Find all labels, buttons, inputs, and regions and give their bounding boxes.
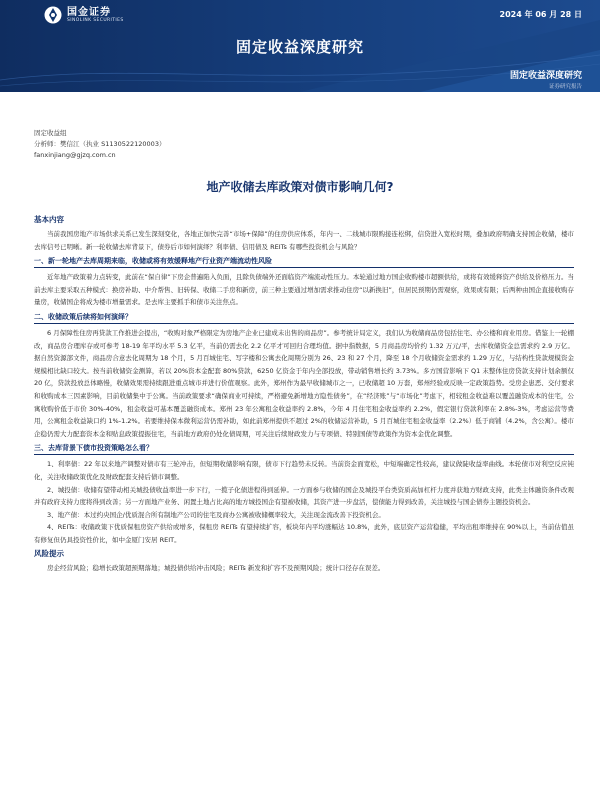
section-2-paragraph: 6 月保障性住房再贷款工作推进会提出，“收购对象严格限定为房地产企业已建成未出售的商品房”。参考统计局定义，我们认为收储商品房包括住宅、办公楼和商业用房。借鉴上一轮棚改，商品房合理库存或可参考 18-19 年平均水平 5.3 亿平，当前仍需去化 2.2 亿平才可回归合理均值。据中指数据，5 月商品房均价约 1.32 万元/平，去库收储资金总需求约 2.9 万亿。据自然资源部文件，商品房合意去化周期为 18 个月，5 月百城住宅、写字楼和公寓去化周期分别为 26、23 和 27 个月，降至 18 个月收储资金需求约 1.29 万亿，与结构性贷款规模资金规模相比缺口较大。按当前收储资金测算，若以 20%资本金配套 80%贷款，6250 亿资金于年内全部投放，带动销售增长约 3.73%。多方国营影响下 Q1 末整体住房贷款支持计划余额仅 20 亿，贷款投放总体略慢，收储效果需持续跟进重点城市并进行价值观察。此外，郑州作为最早收储城市之一，已收储超 10 万套，郑州经验或反映一定政策趋势。受房企患恶、交付要求和收购成本三因素影响，目前收储集中于公寓。当前政策要求“确保商业可持续，严格避免新增地方隐性债务”，在“经济账”与“市场化”考虑下，相较租金收益难以覆盖融资成本的住宅，公寓收购价低于市价 30%-40%，租金收益可基本覆盖融资成本。郑州 23 年公寓租金收益率约 2.8%，今年 4 月住宅租金收益率约 2.2%，假定银行贷款利率在 2.8%-3%，考虑运营等费用，公寓租金收益缺口约 1%-1.2%。若要维持保本微利运营仍需补助，如此前郑州提供不超过 2%的收储运营补助，5 月百城住宅租金收益率（2.2%）低于商铺（4.2%，含公寓）。楼市企稳仍需大力配套资本金和贴息政策提振住宅，当前地方政府仍处化债周期，可关注后续财政发力与专项债、特别国债等政策作为资本金优化调整。: [34, 328, 574, 438]
logo-icon: [44, 6, 62, 24]
section-3-item-lgfv: 2、城投债：收储有望带动相关城投债收益率进一步下行，一揽子化债进程得到延伸。一方面参与收储的国企及城投平台类资质高加杠杆力度并获地方财政支持，此类主体融资条件改观并有政府支持力度将得到改善；另一方面地产业务、闲置土地占比高的地方城投国企有望被收储，其资产进一步盘活，偿债能力得到改善，关注城投与国企债券主题投资机会。: [34, 485, 574, 507]
section-3-item-rates: 1、利率债：22 年以来地产调整对债市有三轮冲击，但短期收储影响有限，债市下行趋势未反转。当前资金面宽松，中短端确定性较高，建议做陡收益率曲线。本轮债市对利空反应钝化，关注收储政策优化及财政配套支持后债市调整。: [34, 460, 574, 481]
brand-name-en: SINOLINK SECURITIES: [67, 17, 124, 23]
risk-text: 房企经营风险；稳增长政策超预期落地；城投债供给冲击风险；REITs 新发和扩容不及预期风险；统计口径存在误差。: [47, 564, 385, 573]
banner-title: 固定收益深度研究: [235, 38, 364, 56]
risk-heading: 风险提示: [34, 549, 64, 559]
basic-paragraph: 当前我国房地产市场供求关系已发生深刻变化，各地正加快完善“市场+保障”的住房供应体系，年内一、二线城市限购接连松绑，信贷进入宽松时期，叠加政府明确支持国企收储，楼市去库信号已明晰。新一轮收储去库背景下，债券后市如何演绎？利率债、信用债及 REITs 有哪些投资机会与风险？: [34, 230, 574, 251]
section-3-heading: 三、去库背景下债市投资策略怎么看？: [34, 443, 574, 455]
analyst-email: fanxinjiang@gjzq.com.cn: [34, 151, 116, 159]
report-type: 固定收益深度研究: [509, 71, 582, 81]
section-1-heading: 一、新一轮地产去库周期来临，收储或将有效缓释地产行业资产端流动性风险: [34, 256, 574, 268]
section-2-heading: 二、收储政策后续将如何演绎？: [34, 312, 574, 324]
section-3-item-property: 3、地产债：本过约央国企/优质混合所有制地产公司的住宅及商办公寓被收储概率较大，关注现金流改善下投资机会。: [47, 510, 385, 519]
team-name: 固定收益组: [34, 129, 67, 137]
report-date: 2024 年 06 月 28 日: [499, 10, 582, 19]
basic-heading: 基本内容: [34, 215, 64, 224]
report-subtype: 证券研究报告: [548, 84, 582, 90]
report-title: 地产收储去库政策对债市影响几何?: [206, 180, 394, 194]
section-3-item-reits: 4、REITs：收储政策下优质保租房资产供给或增多，保租房 REITs 有望持续扩容，板块年内平均涨幅达 10.8%，此外，底层资产运营稳健，平均出租率维持在 90%以上，当前估值虽有修复但仍具投资性价比，如中金厦门安居 REIT。: [34, 523, 574, 544]
brand-name: 国金证券: [67, 6, 111, 18]
brand-logo: [44, 6, 124, 24]
header-banner: [0, 0, 600, 92]
analyst-line: 分析师：樊信江（执业 S1130522120003）: [34, 140, 166, 148]
analyst-info: [34, 128, 165, 161]
report-body: [34, 212, 574, 574]
section-1-paragraph: 近年地产政策着力点转变，此前在“保自律”下房企普遍陷入负面，且除负债端外还面临资产端流动性压力。本轮通过地方国企收购楼市超额供给，或将有效缓释资产供给及价格压力。当前去库主要采取五种模式：换房补助、中介帮售、旧转保、收储二手房和新房，前三种主要通过增加需求推动住房“以新换旧”，但居民预期仍需观察，效果或有限；后两种由国企直接收购存量房，收储国企将成为楼市增量需求。是去库主要抓手和债市关注焦点。: [34, 273, 574, 307]
